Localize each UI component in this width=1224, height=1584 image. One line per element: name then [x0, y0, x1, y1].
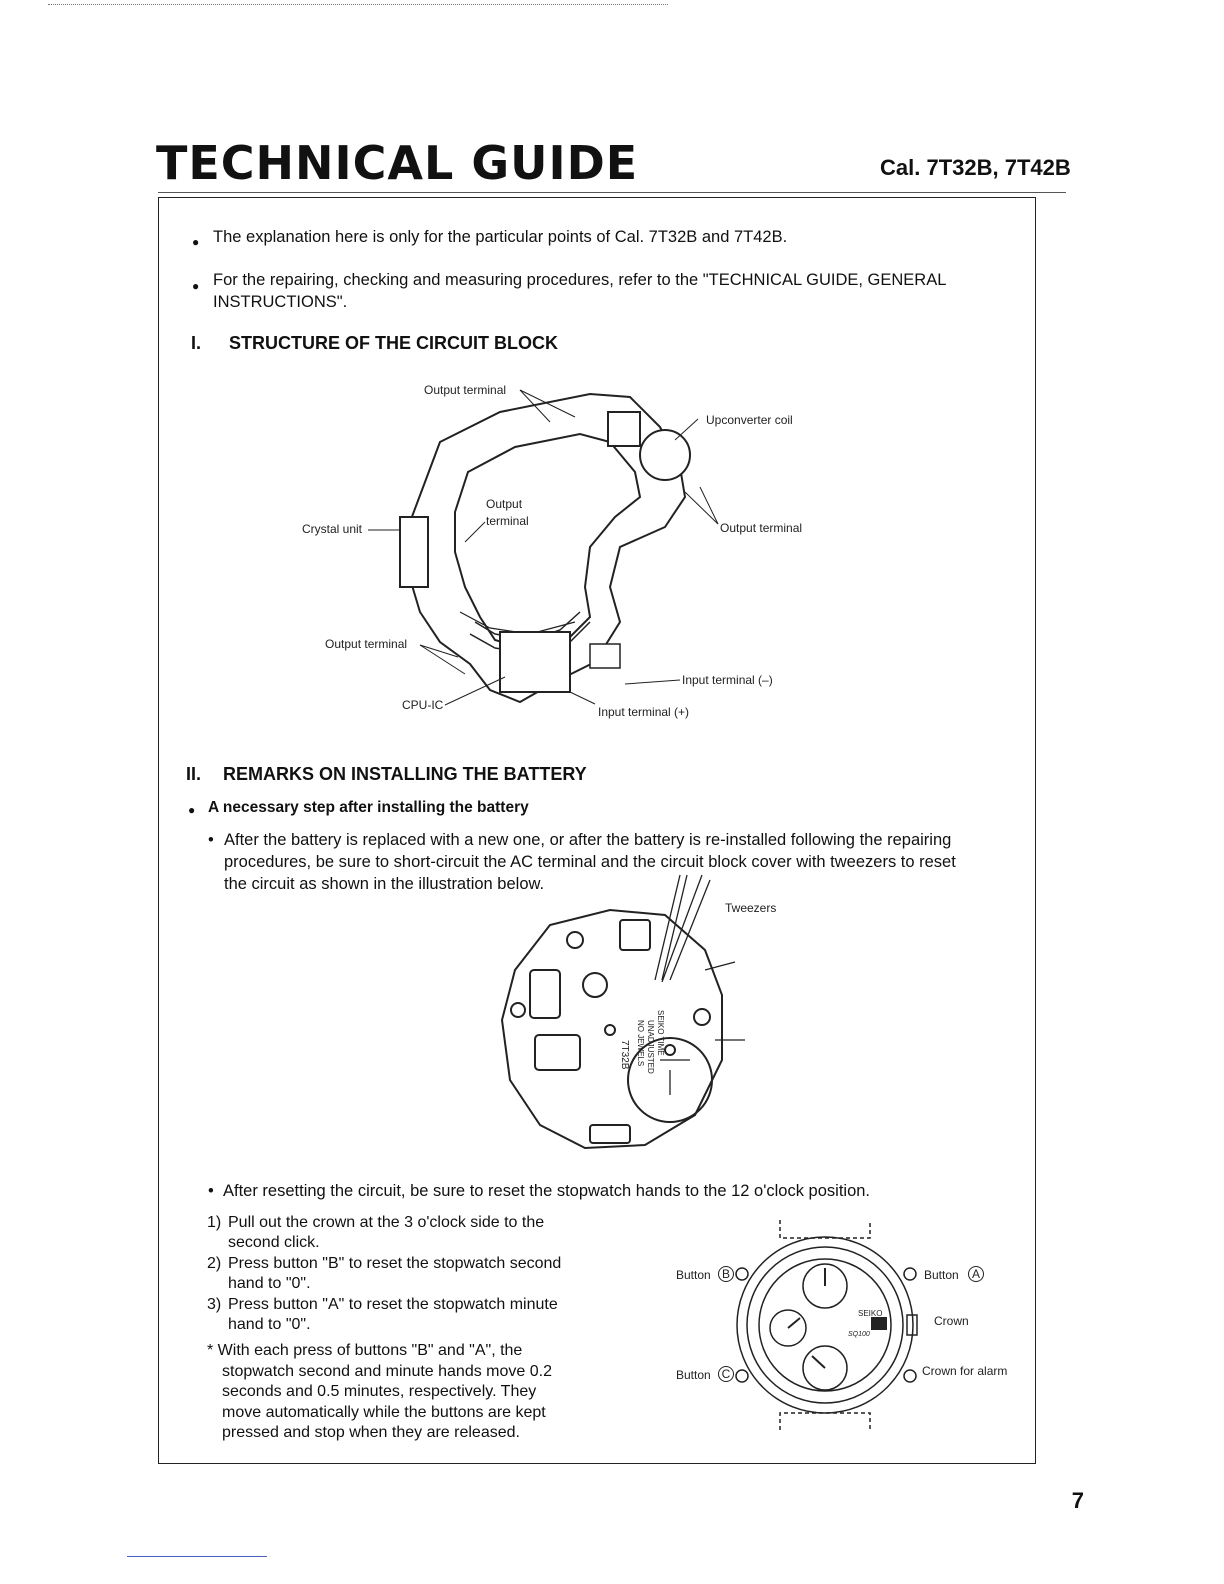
dial-brand: SEIKO	[858, 1309, 883, 1318]
step-3-number: 3)	[207, 1296, 222, 1313]
step-1-line-1: Pull out the crown at the 3 o'clock side to the	[228, 1214, 545, 1231]
button-a-shape	[904, 1268, 916, 1280]
label-output-inner-1: Output	[486, 497, 523, 511]
label-output-terminal-top: Output terminal	[424, 383, 507, 397]
movement-text-caliber: 7T32B	[619, 1040, 630, 1070]
label-crown-alarm: Crown for alarm	[922, 1364, 1008, 1378]
step-2-line-1: Press button "B" to reset the stopwatch second	[228, 1255, 562, 1272]
dial-model: SQ100	[848, 1331, 870, 1338]
note-line-2: stopwatch second and minute hands move 0.2	[222, 1363, 552, 1380]
caliber-label: Cal. 7T32B, 7T42B	[880, 155, 1071, 180]
label-output-inner-2: terminal	[486, 514, 529, 528]
movement-text-jewels: NO JEWELS	[636, 1020, 645, 1067]
upconverter-coil-shape	[640, 430, 690, 480]
step-2-number: 2)	[207, 1255, 222, 1272]
intro-line-2: For the repairing, checking and measuring procedures, refer to the "TECHNICAL GUIDE, GENERAL	[213, 271, 947, 289]
scan-artifact-line	[48, 4, 668, 7]
label-crystal-unit: Crystal unit	[302, 522, 363, 536]
label-button-a: Button	[924, 1268, 959, 1282]
button-c-shape	[736, 1370, 748, 1382]
button-b-shape	[736, 1268, 748, 1280]
label-input-terminal-plus: Input terminal (+)	[598, 705, 690, 719]
label-upconverter-coil: Upconverter coil	[706, 413, 793, 427]
step-1-line-2: second click.	[228, 1234, 320, 1251]
crystal-unit-shape	[400, 517, 428, 587]
section-2-title: REMARKS ON INSTALLING THE BATTERY	[223, 764, 587, 784]
page-title: TECHNICAL GUIDE	[156, 136, 639, 190]
label-output-terminal-right: Output terminal	[720, 521, 803, 535]
section-2-subhead: A necessary step after installing the battery	[208, 799, 529, 816]
movement-illustration	[490, 870, 760, 1160]
label-output-terminal-left: Output terminal	[325, 637, 408, 651]
label-button-a-letter: A	[968, 1266, 984, 1282]
para1-line-1: After the battery is replaced with a new one, or after the battery is re-installed following the repairing	[224, 831, 952, 849]
label-button-c: Button	[676, 1368, 711, 1382]
intro-line-1: The explanation here is only for the particular points of Cal. 7T32B and 7T42B.	[213, 228, 788, 246]
step-3-line-1: Press button "A" to reset the stopwatch minute	[228, 1296, 558, 1313]
section-1-title: STRUCTURE OF THE CIRCUIT BLOCK	[229, 333, 558, 353]
note-line-5: pressed and stop when they are released.	[222, 1424, 520, 1441]
header-rule	[158, 192, 1066, 193]
section-1-number: I.	[191, 333, 202, 353]
page-number: 7	[1071, 1488, 1084, 1513]
small-bullet: •	[208, 1182, 214, 1200]
cpu-ic-chip	[500, 632, 570, 692]
label-input-terminal-minus: Input terminal (–)	[682, 673, 773, 687]
intro-line-3: INSTRUCTIONS".	[213, 293, 348, 311]
alarm-crown-shape	[904, 1370, 916, 1382]
movement-text-unadjusted: UNADJUSTED	[646, 1020, 655, 1074]
bullet-dot: ●	[192, 235, 200, 249]
step-1-number: 1)	[207, 1214, 222, 1231]
label-button-b-letter: B	[718, 1266, 734, 1282]
step-3-line-2: hand to "0".	[228, 1316, 311, 1333]
date-window	[871, 1317, 887, 1330]
bullet-dot: ●	[188, 803, 196, 817]
chronograph-watch-illustration	[730, 1218, 930, 1433]
label-crown: Crown	[934, 1314, 969, 1328]
footer-link-line	[127, 1556, 267, 1557]
note-line-4: move automatically while the buttons are kept	[222, 1404, 546, 1421]
bullet-dot: ●	[192, 279, 200, 293]
label-tweezers: Tweezers	[725, 901, 777, 915]
step-2-line-2: hand to "0".	[228, 1275, 311, 1292]
small-bullet: •	[208, 831, 214, 849]
para2: After resetting the circuit, be sure to reset the stopwatch hands to the 12 o'clock position.	[223, 1182, 871, 1200]
movement-text-brand: SEIKO TIME	[656, 1010, 665, 1056]
section-2-number: II.	[186, 764, 202, 784]
note-line-3: seconds and 0.5 minutes, respectively. They	[222, 1383, 537, 1400]
label-cpu-ic: CPU-IC	[402, 698, 444, 712]
label-button-b: Button	[676, 1268, 711, 1282]
label-button-c-letter: C	[718, 1366, 734, 1382]
note-line-1: * With each press of buttons "B" and "A", the	[207, 1342, 523, 1359]
para1-line-3: the circuit as shown in the illustration below.	[224, 875, 545, 893]
para1-line-2: procedures, be sure to short-circuit the AC terminal and the circuit block cover with tweezers to reset	[224, 853, 956, 871]
